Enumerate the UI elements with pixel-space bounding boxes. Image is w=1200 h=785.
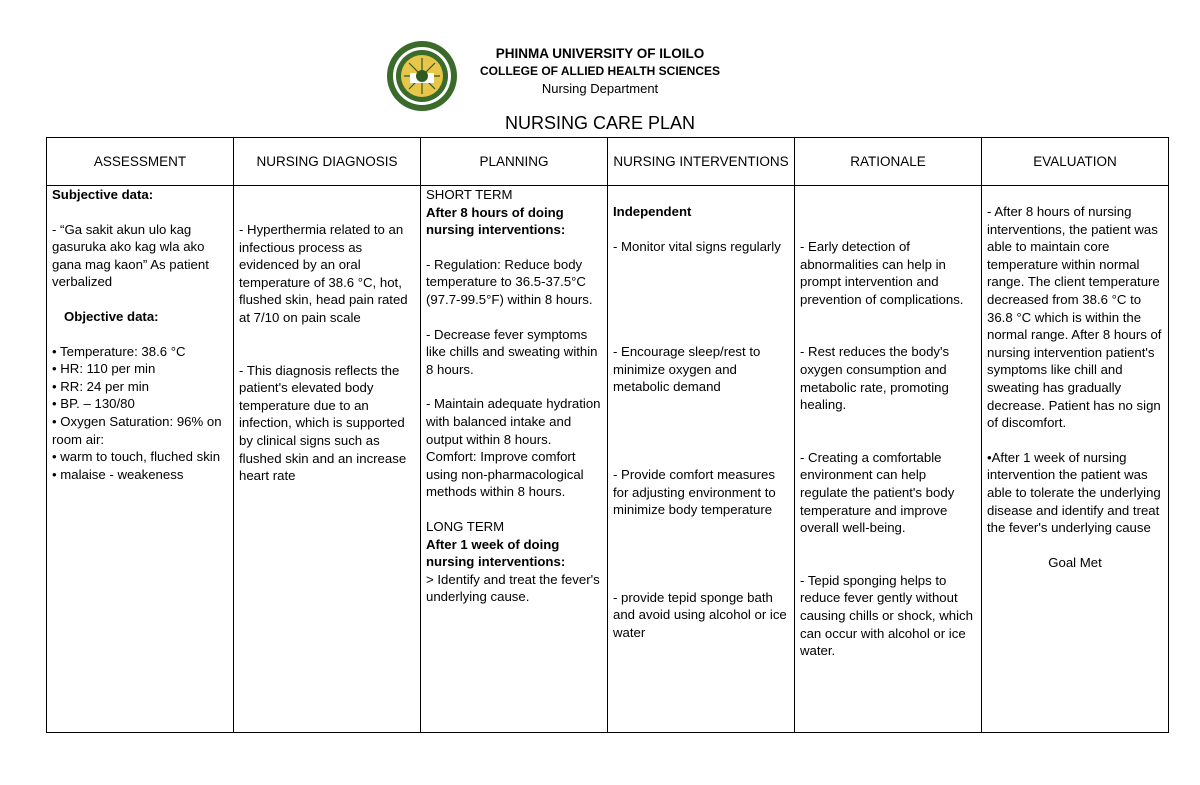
diagnosis-explanation: - This diagnosis reflects the patient's elevated body temperature due to an infection, which is supported by clinical signs such as flushed skin and an increase heart rate	[239, 362, 407, 484]
column-header-assessment: ASSESSMENT	[47, 138, 234, 186]
diagnosis-statement: - Hyperthermia related to an infectious process as evidenced by an oral temperature of 38.6 °C, hot, flushed skin, head pain rated at 7/10 on pain scale	[239, 222, 408, 325]
university-name: PHINMA UNIVERSITY OF ILOILO	[495, 46, 705, 61]
planning-item: > Identify and treat the fever's underlying cause.	[426, 571, 600, 605]
evaluation-cell	[982, 186, 1169, 733]
long-term-heading: LONG TERM	[426, 518, 505, 534]
table-body-row	[47, 186, 1169, 733]
department-name: Nursing Department	[541, 81, 659, 96]
column-header-diagnosis: NURSING DIAGNOSIS	[234, 138, 421, 186]
interventions-cell	[608, 186, 795, 733]
planning-item: - Maintain adequate hydration with balanced intake and output within 8 hours. Comfort: Improve comfort using non-pharmacological methods within 8 hours.	[426, 396, 601, 500]
long-term-goal: After 1 week of doing nursing interventions:	[426, 536, 566, 570]
evaluation-item: - After 8 hours of nursing interventions, the patient was able to maintain core temperature within normal range. The client temperature decreased from 38.6 °C to 36.8 °C which is within the normal range. After 8 hours of nursing intervention patient's symptoms like chill and sweating has gradually decrease. Patient has no sign of discomfort.	[987, 204, 1162, 431]
column-header-planning: PLANNING	[421, 138, 608, 186]
subjective-text: - “Ga sakit akun ulo kag gasuruka ako kag wla ako gana mag kaon” As patient verbalized	[52, 221, 209, 290]
intervention-item: - Monitor vital signs regularly	[613, 238, 781, 254]
objective-item: • RR: 24 per min	[52, 378, 149, 394]
objective-heading: Objective data:	[64, 308, 159, 324]
independent-heading: Independent	[613, 204, 692, 219]
column-header-rationale: RATIONALE	[795, 138, 982, 186]
intervention-item: - provide tepid sponge bath and avoid using alcohol or ice water	[613, 589, 787, 640]
evaluation-item: •After 1 week of nursing intervention the patient was able to tolerate the underlying disease and identify and treat the fever's underlying cause	[987, 449, 1161, 536]
objective-item: • HR: 110 per min	[52, 361, 156, 377]
objective-item: • Temperature: 38.6 °C	[52, 343, 186, 359]
subjective-heading: Subjective data:	[52, 187, 154, 202]
objective-item: • Oxygen Saturation: 96% on room air:	[52, 413, 222, 447]
column-header-evaluation: EVALUATION	[982, 138, 1169, 186]
assessment-cell	[47, 186, 234, 733]
goal-status: Goal Met	[1048, 554, 1102, 570]
rationale-cell	[795, 186, 982, 733]
objective-item: • malaise - weakeness	[52, 466, 184, 482]
intervention-item: - Provide comfort measures for adjusting environment to minimize body temperature	[613, 466, 776, 518]
page-title: NURSING CARE PLAN	[504, 113, 696, 133]
rationale-item: - Early detection of abnormalities can help in prompt intervention and prevention of complications.	[800, 239, 964, 307]
table-header-row	[47, 138, 1169, 186]
planning-item: - Decrease fever symptoms like chills and sweating within 8 hours.	[426, 326, 598, 377]
short-term-goal: After 8 hours of doing nursing interventions:	[426, 204, 566, 238]
planning-cell	[421, 186, 608, 733]
objective-item: • warm to touch, fluched skin	[52, 449, 221, 465]
objective-item: • BP. – 130/80	[52, 396, 135, 412]
diagnosis-cell	[234, 186, 421, 733]
rationale-item: - Creating a comfortable environment can help regulate the patient's body temperature and improve overall well-being.	[800, 449, 955, 536]
rationale-item: - Rest reduces the body's oxygen consumption and metabolic rate, promoting healing.	[800, 344, 950, 413]
planning-item: - Regulation: Reduce body temperature to 36.5-37.5°C (97.7-99.5°F) within 8 hours.	[426, 256, 593, 307]
college-name: COLLEGE OF ALLIED HEALTH SCIENCES	[479, 64, 720, 78]
care-plan-table	[46, 137, 1169, 733]
column-header-interventions: NURSING INTERVENTIONS	[608, 138, 795, 186]
intervention-item: - Encourage sleep/rest to minimize oxygen and metabolic demand	[613, 344, 761, 395]
short-term-heading: SHORT TERM	[426, 187, 513, 202]
rationale-item: - Tepid sponging helps to reduce fever gently without causing chills or shock, which can occur with alcohol or ice water.	[800, 572, 973, 659]
